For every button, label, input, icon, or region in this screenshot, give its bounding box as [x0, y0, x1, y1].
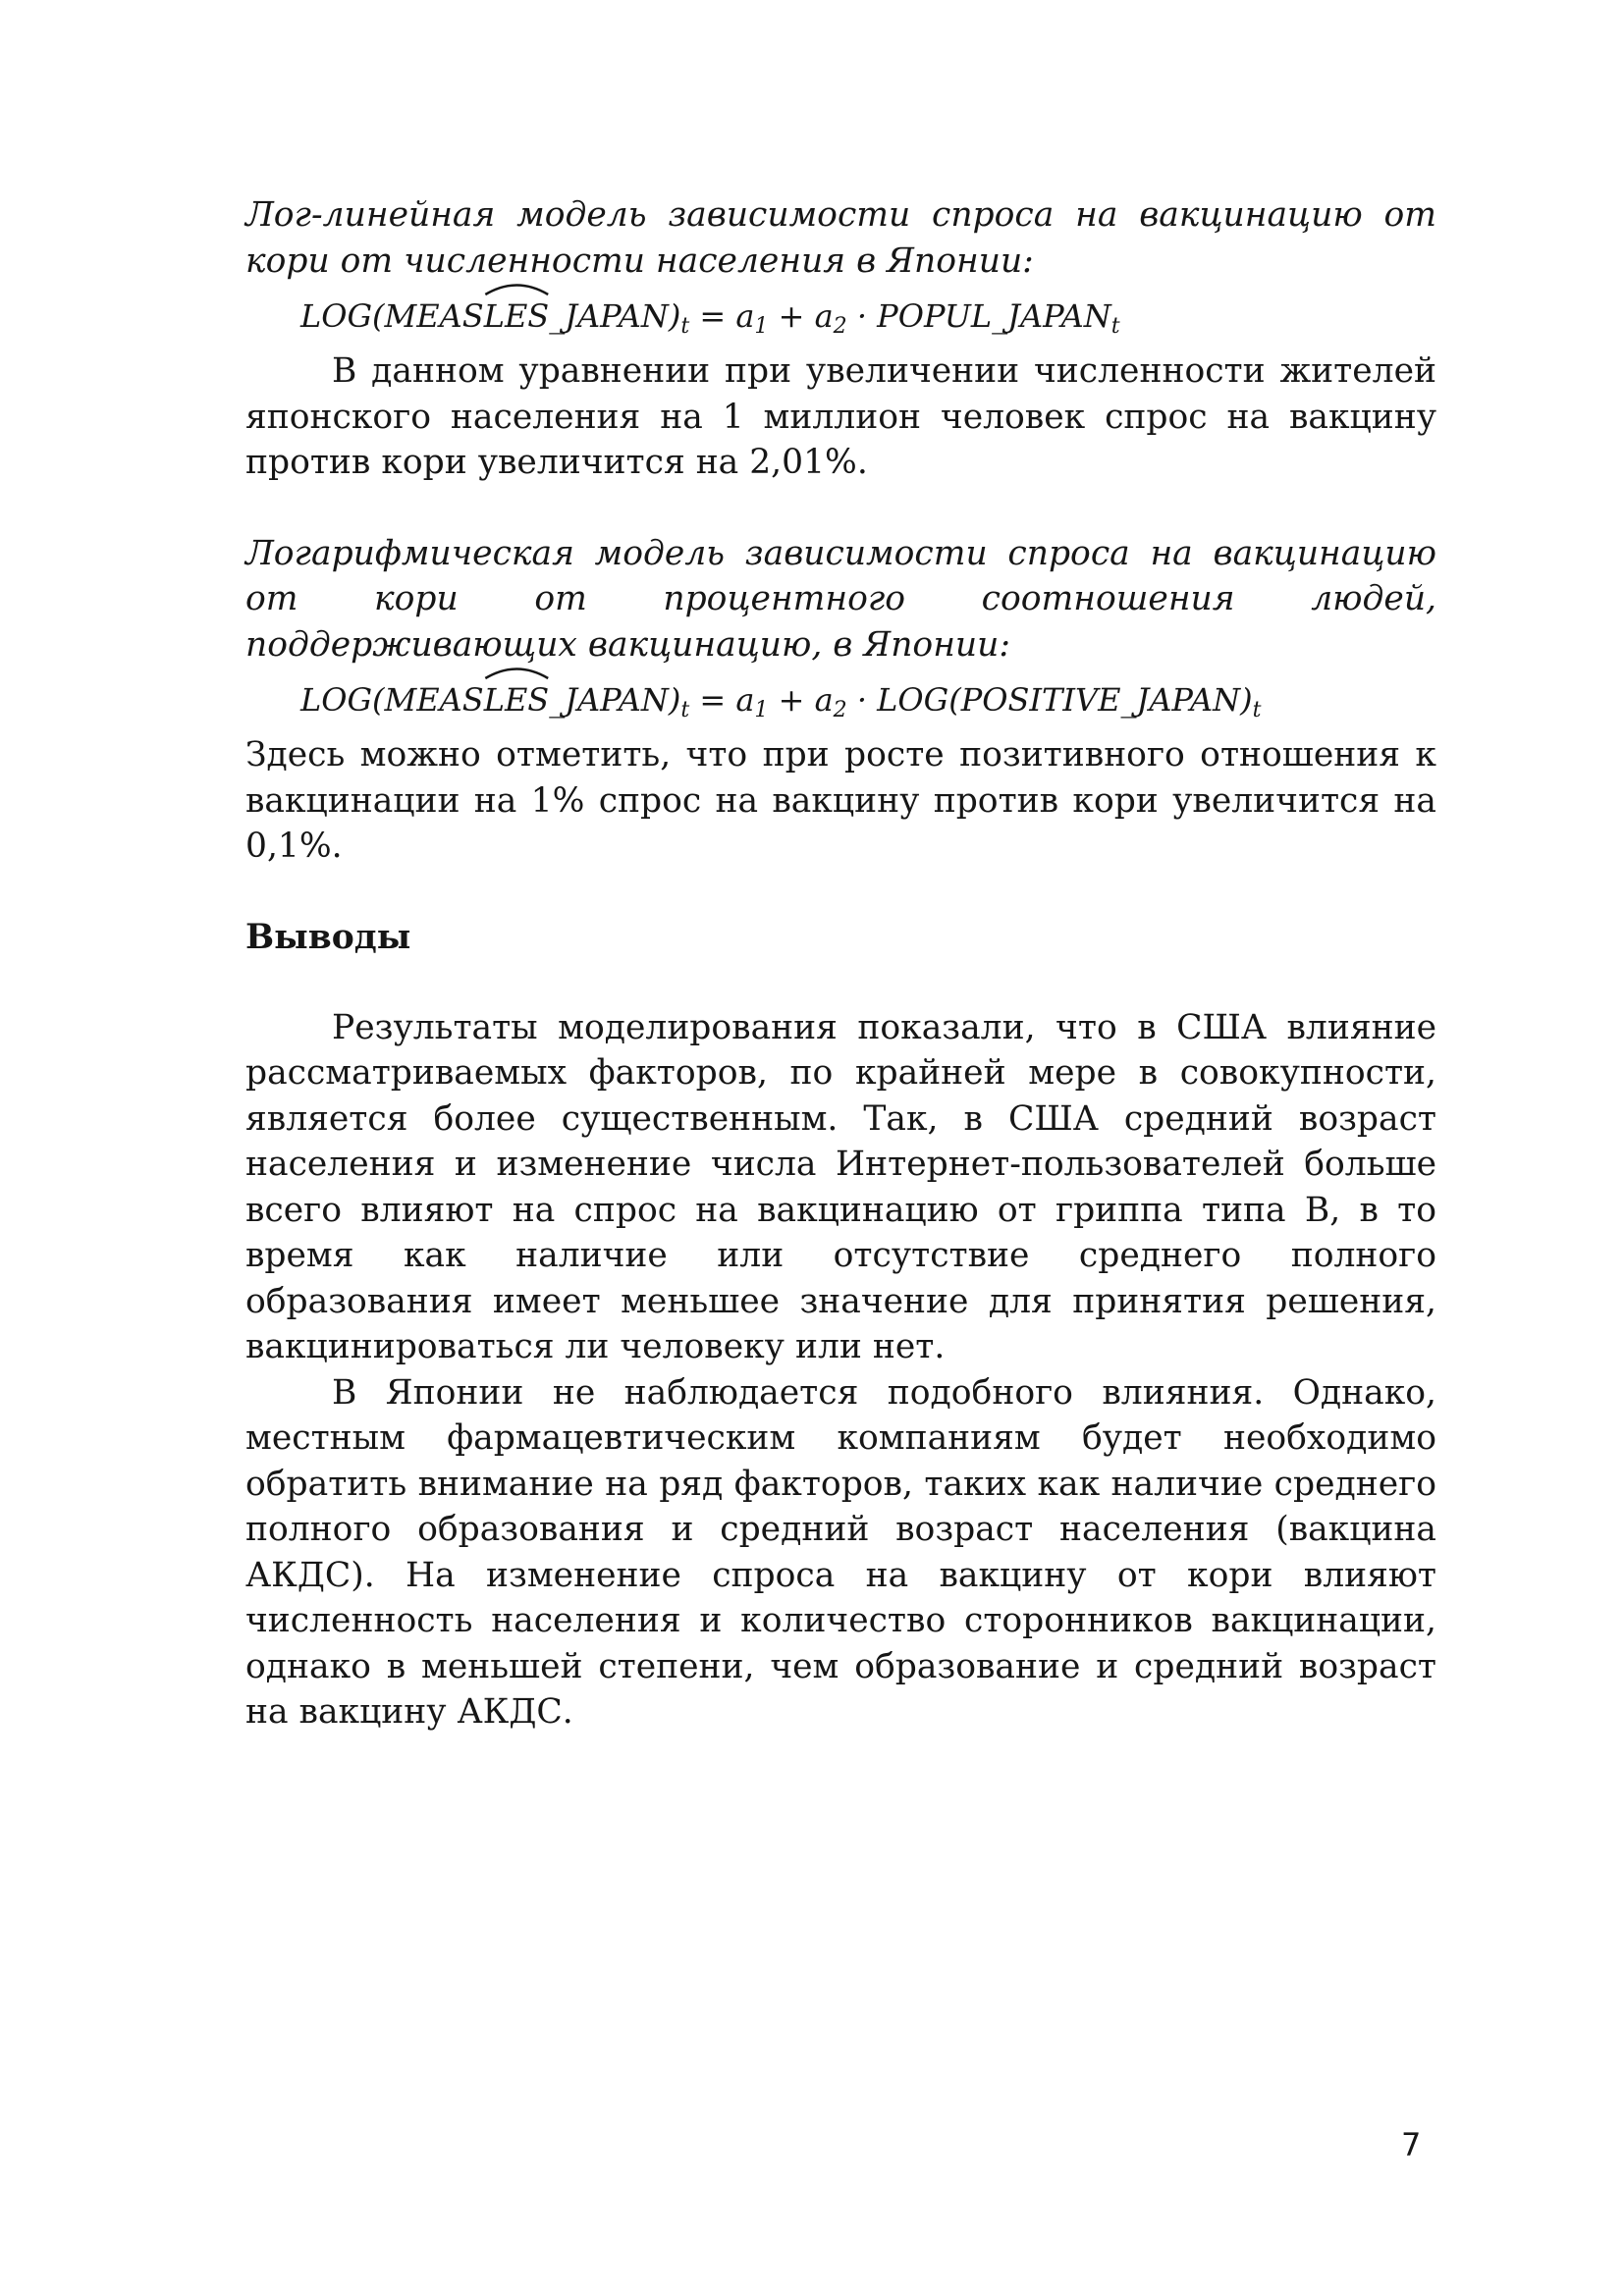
- equation-2: LOG(MEAS $LES\_JAPAN)_t = a_1 + a_2$ · $LOG(POSITIVE\_JAPAN)_t$: [300, 673, 1436, 726]
- model-caption-2: Логарифмическая модель зависимости спроса на вакцинацию от кори от процентного соотношения людей, поддерживающих вакцинацию, в Японии:: [245, 533, 1436, 665]
- conclusion-paragraph-1: Результаты моделирования показали, что в США влияние рассматриваемых факторов, по крайней мере в совокупности, является более существенным. Так, в США средний возраст населения и изменение числа Интернет-пользователей больше всего влияют на спрос на вакцинацию от гриппа типа В, в то время как наличие или отсутствие среднего полного образования имеет меньшее значение для принятия решения, вакцинироваться ли человеку или нет.: [245, 1007, 1436, 1366]
- model-explanation-2: Здесь можно отметить, что при росте позитивного отношения к вакцинации на 1% спрос на вакцину против кори увеличится на 0,1%.: [245, 735, 1436, 866]
- conclusion-paragraph-2: В Японии не наблюдается подобного влияния. Однако, местным фармацевтическим компаниям будет необходимо обратить внимание на ряд факторов, таких как наличие среднего полного образования и средний возраст населения (вакцина АКДС). На изменение спроса на вакцину от кори влияют численность населения и количество сторонников вакцинации, однако в меньшей степени, чем образование и средний возраст на вакцину АКДС.: [245, 1372, 1436, 1732]
- model-caption-1: Лог-линейная модель зависимости спроса на вакцинацию от кори от численности населения в Японии:: [245, 195, 1436, 281]
- hat-accent: LES: [484, 290, 550, 343]
- page-body: [245, 192, 1436, 1735]
- model-explanation-1: В данном уравнении при увеличении численности жителей японского населения на 1 миллион человек спрос на вакцину против кори увеличится на 2,01%.: [245, 351, 1436, 482]
- page-number: 7: [1401, 2126, 1422, 2163]
- hat-accent: LES: [484, 673, 550, 726]
- equation-1: LOG(MEAS $LES\_JAPAN)_t = a_1 + a_2$ · $POPUL\_JAPAN_t$: [300, 290, 1436, 343]
- section-heading: Выводы: [245, 917, 411, 957]
